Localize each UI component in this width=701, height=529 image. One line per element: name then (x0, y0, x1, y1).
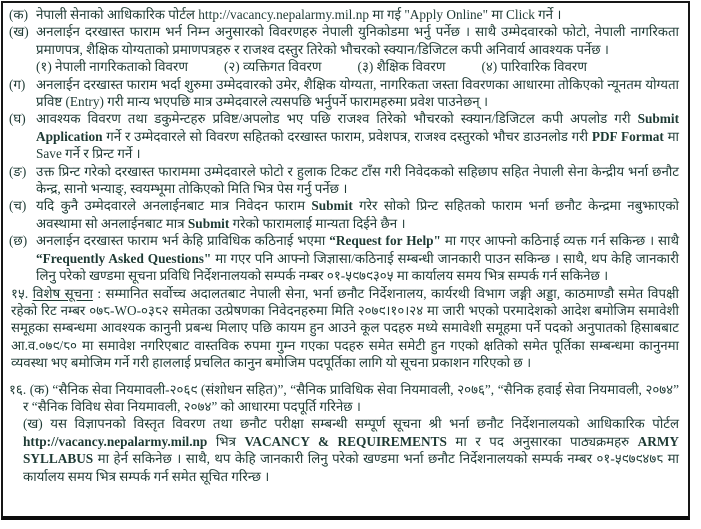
text-segment: १५. (11, 285, 33, 301)
text-segment: गरेको फारामलाई मान्यता दिईने छैन । (229, 215, 406, 231)
emphasized-text: “Frequently Asked Questions" (36, 250, 212, 266)
emphasized-text: Submit (311, 198, 353, 214)
list-item: (३) शैक्षिक विवरण (357, 59, 446, 75)
emphasized-text: “Request for Help" (329, 233, 441, 249)
clause-16-ka (9, 381, 679, 416)
text-segment: उक्त प्रिन्ट गरेको दरखास्त फाराममा उम्मेदवारले फोटो र हुलाक टिकट टाँस गरी निवेदकको सहिछाप सहित नेपाली सेना केन्द्रीय भर्ना छनौट केन्द्र, सानो भन्याङ्, स्वयम्भूमा तोकिएको मिति भित्र पेस गर्नु पर्नेछ । (36, 163, 679, 197)
text-segment: आवश्यक विवरण तथा डकुमेन्टहरु प्रविष्ट/अपलोड भए पछि राजश्व तिरेको भौचरको स्क्यान/डिजिटल कपी अपलोड गरी (36, 111, 638, 127)
detail-types-list (9, 58, 679, 75)
clause-text (36, 23, 679, 58)
text-segment: मा गई "Apply Online" मा Click गर्ने । (369, 7, 562, 22)
emphasized-text: ARMY SYLLABUS (23, 433, 679, 467)
clause-ka (9, 6, 679, 23)
text-segment: मा हेर्न सकिनेछ । साथै, थप केहि जानकारी लिनु परेको खण्डमा भर्ना छनौट निर्देशनालयको सम्पर्क नम्बर ०१-५९७९४७८ मा कार्यालय समय भित्र सम्पर्क गर्न समेत सूचित गरिन्छ । (23, 451, 679, 484)
text-segment: अनलाईन दरखास्त फाराम भर्न केहि प्राविधिक कठिनाई भएमा (36, 233, 330, 249)
text-segment: यदि कुनै उम्मेदवारले अनलाईनबाट मात्र निवेदन फाराम (36, 198, 312, 214)
text-segment: : सम्मानित सर्वोच्च अदालतबाट नेपाली सेना, भर्ना छनौट निर्देशनालय, कार्यरथी विभाग जङ्गी अड्डा, काठमाण्डौ समेत विपक्षी रहेको रिट नम्बर ०७८-WO-०३८२ समेतका उत्प्रेषणका निवेदनहरुमा मिति २०७९।१०।२४ मा जारी भएको परमादेशको आदेश बमोजिम समावेशी समूहका सम्बन्धमा आवश्यक कानुनी प्रबन्ध मिलाए पछि कायम हुन आउने कूल पदहरु मध्ये समावेशी समूहमा पर्ने पदको अनुपातको हिसाबबाट आ.व.०७९/८० मा समावेश नगरिएबाट वास्तविक रुपमा गुम्न गएका पदहरु समेत समेटी हुन गएको क्षतिको समेत पूर्तिका सम्बन्धमा कानुनमा व्यवस्था भए बमोजिम गर्ने गरी हाललाई प्रचलित कानुन बमोजिम पदपूर्तिका लागि यो सूचना प्रकाशन गरिएको छ । (11, 285, 679, 371)
clause-16-kha (9, 415, 679, 485)
text-segment: १६. (क) “सैनिक सेवा नियमावली-२०६९ (संशोधन सहित)”, “सैनिक प्राविधिक सेवा नियमावली, २०७६”, “सैनिक हवाई सेवा नियमावली, २०७४” र “सैनिक विविध सेवा नियमावली, २०७४” को आधारमा पदपूर्ति गरिनेछ । (9, 381, 679, 414)
emphasized-text: http://vacancy.nepalarmy.mil.np (23, 433, 208, 449)
clause-text (36, 6, 679, 23)
emphasized-text: Submit (187, 215, 230, 231)
clause-label: (छ) (9, 233, 28, 249)
clause-label: (घ) (9, 111, 26, 127)
text-segment: अनलाईन दरखास्त फाराम भर्दा शुरुमा उम्मेदवारको उमेर, शैक्षिक योग्यता, नागरिकता जस्ता विवरणका आधारमा तोकिएको न्यूनतम योग्यता प्रविष्ट (Entry) गरी मान्य भएपछि मात्र उम्मेदवारले त्यसपछि भर्नुपर्ने फारामहरुमा प्रवेश पाउनेछन् । (36, 76, 679, 110)
clause-text (36, 110, 679, 162)
clause-gha (9, 110, 679, 162)
clause-label: (क) (9, 7, 29, 22)
list-item: (४) पारिवारिक विवरण (481, 59, 587, 75)
clause-text (36, 232, 679, 284)
clause-text (36, 163, 679, 198)
emphasized-text: VACANCY & REQUIREMENTS (244, 433, 447, 449)
clause-label: (ङ) (9, 163, 27, 179)
clause-text (36, 197, 679, 232)
text-segment: मा Save गर्ने र प्रिन्ट गर्ने । (36, 128, 679, 162)
clause-nga (9, 163, 679, 198)
clause-ga (9, 76, 679, 111)
list-item: (१) नेपाली नागरिकताको विवरण (36, 59, 188, 75)
text-segment: (ख) यस विज्ञापनको विस्तृत विवरण तथा छनौट परीक्षा सम्बन्धी सम्पूर्ण सूचना श्री भर्ना छनौट निर्देशनालयको आधिकारिक पोर्टल (23, 416, 679, 432)
text-segment: मा गएर पनि आफ्नो जिज्ञासा/कठिनाई सम्बन्धी जानकारी पाउन सकिन्छ । साथै, थप केहि जानकारी लिनु परेको खण्डमा सूचना प्रविधि निर्देशनालयको सम्पर्क नम्बर ०१-५९७९३०५ मा कार्यालय समय भित्र सम्पर्क गर्न सकिनेछ । (36, 250, 679, 284)
clause-chha (9, 232, 679, 284)
document-body (9, 6, 679, 485)
text-segment: भित्र (207, 433, 245, 449)
text-segment: गर्ने र उम्मेदवारले सो विवरण सहितको दरखास्त फाराम, प्रवेशपत्र, राजश्व दस्तुरको भौचर डाउनलोड गरी (102, 128, 592, 144)
clause-text (36, 76, 679, 111)
list-item: (२) व्यक्तिगत विवरण (223, 59, 322, 75)
underlined-text: विशेष सूचना (32, 285, 93, 301)
text-segment: अनलाईन दरखास्त फाराम भर्न निम्न अनुसारको विवरणहरु नेपाली युनिकोडमा भर्नु पर्नेछ । साथै उम्मेदवारको फोटो, नेपाली नागरिकता प्रमाणपत्र, शैक्षिक योग्यताको प्रमाणपत्रहरु र राजश्व दस्तुर तिरेको भौचरको स्क्यान/डिजिटल कपी अनिवार्य आवश्यक पर्नेछ । (36, 24, 679, 57)
clause-kha (9, 23, 679, 58)
clause-label: (ग) (9, 76, 26, 92)
clause-label: (ख) (9, 24, 29, 40)
text-segment: नेपाली सेनाको आधिकारिक पोर्टल (36, 7, 199, 22)
clause-label: (च) (9, 198, 27, 214)
text-segment: http://vacancy.nepalarmy.mil.np (198, 7, 369, 22)
text-segment: मा र पद अनुसारका पाठ्यक्रमहरु (446, 433, 638, 449)
vacancy-notice-document (1, 1, 690, 520)
emphasized-text: Submit Application (36, 111, 679, 144)
clause-cha (9, 197, 679, 232)
text-segment: मा गएर आफ्नो कठिनाई व्यक्त गर्न सकिन्छ । साथै (440, 233, 679, 249)
special-notice-15 (9, 285, 679, 372)
text-segment: गरेर सोको प्रिन्ट सहितको फाराम भर्ना छनौट केन्द्रमा नबुझाएको अवस्थामा सो अनलाईनबाट मात्र (36, 198, 679, 231)
emphasized-text: PDF Format (591, 128, 664, 144)
